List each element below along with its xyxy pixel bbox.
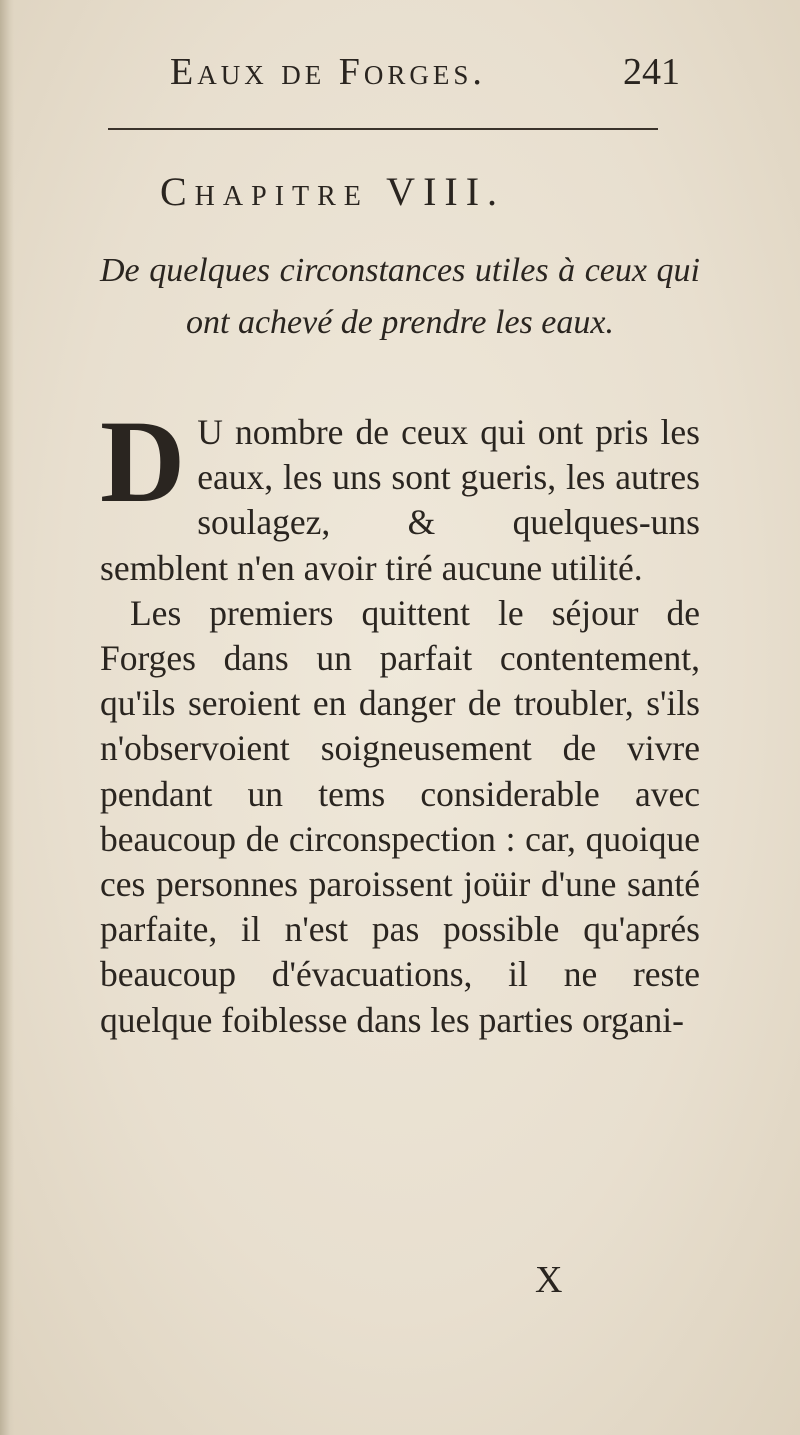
paragraph-2: Les premiers quittent le séjour de Forges dans un parfait contentement, qu'ils seroient en danger de troubler, s'ils n'observoient soigneusement de vivre pendant un tems considerable avec beaucoup de circonspection : car, quoique ces personnes paroissent joüir d'une santé parfaite, il n'est pas possible qu'aprés beaucoup d'évacuations, il ne reste quelque foiblesse dans les parties organi- <box>100 592 700 1040</box>
chapter-title: Chapitre VIII. <box>160 169 506 214</box>
paragraph-1 <box>100 396 700 591</box>
header-rule <box>108 128 658 130</box>
running-title: Eaux de Forges. <box>170 51 486 93</box>
page-number: 241 <box>623 51 680 93</box>
body-text <box>100 396 700 1043</box>
running-head <box>170 50 690 100</box>
page-gutter <box>0 0 14 1435</box>
drop-cap: D <box>100 396 186 527</box>
chapter-subtitle: De quelques circonstances utiles à ceux qui ont achevé de prendre les eaux. <box>100 252 700 341</box>
signature-mark: X <box>535 1259 563 1301</box>
paragraph-1-text: U nombre de ceux qui ont pris les eaux, les uns sont gueris, les autres soulagez, & quelques-uns semblent n'en avoir tiré aucune utilité. <box>100 412 700 588</box>
